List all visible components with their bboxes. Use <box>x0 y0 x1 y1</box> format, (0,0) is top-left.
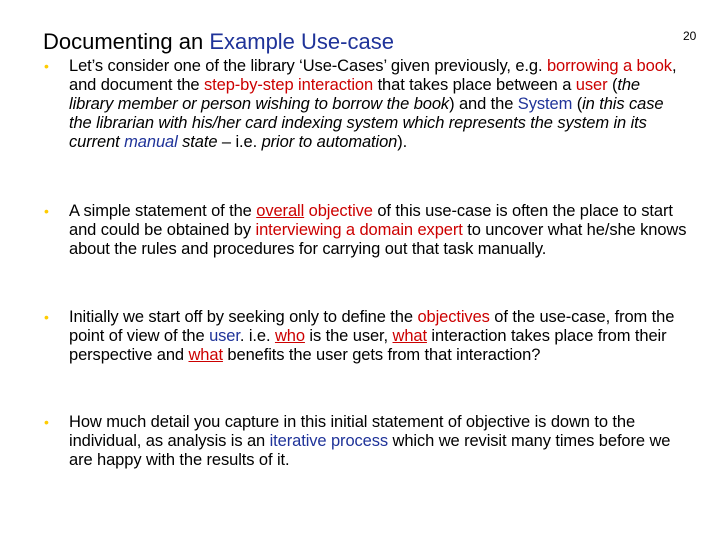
text-run: ) and the <box>449 95 518 113</box>
bullet-text <box>69 308 687 365</box>
text-run: Initially we start off by seeking only to define the <box>69 308 418 326</box>
highlight-who: who <box>274 327 305 345</box>
text-run: A simple statement of the <box>69 202 257 220</box>
highlight-objectives: objectives <box>417 308 490 326</box>
highlight-objective: objective <box>308 202 373 220</box>
text-run: ( <box>572 95 583 113</box>
bullet-dot-icon: • <box>44 309 49 325</box>
text-run: ). <box>397 133 408 151</box>
highlight-what: what <box>188 346 223 364</box>
bullet-dot-icon: • <box>44 203 49 219</box>
text-run: is the user, <box>304 327 393 345</box>
highlight-overall: overall <box>256 202 305 220</box>
bullet-text <box>69 202 687 259</box>
text-run: . i.e. <box>239 327 275 345</box>
italic-run: the library member or person wishing to borrow the book <box>69 76 640 113</box>
text-run: which we revisit many times before we are happy with the results of it. <box>69 432 671 469</box>
italic-run: in this case the librarian with his/her card indexing system which represents the system in its current <box>69 95 664 151</box>
highlight-manual: manual <box>124 133 178 151</box>
text-run: of this use-case is often the place to start and could be obtained by <box>69 202 673 239</box>
highlight-step-by-step-interaction: step-by-step interaction <box>203 76 374 94</box>
text-run: that takes place between a <box>373 76 576 94</box>
bullet-dot-icon: • <box>44 58 49 74</box>
text-run: How much detail you capture in this initial statement of objective is down to the individual, as analysis is an <box>69 413 636 450</box>
highlight-borrowing-a-book: borrowing a book <box>546 57 672 75</box>
text-run: to uncover what he/she knows about the rules and procedures for carrying out that task manually. <box>69 221 687 258</box>
text-run: ( <box>607 76 618 94</box>
text-run: , and document the <box>69 57 677 94</box>
highlight-system: System <box>517 95 573 113</box>
italic-run: state <box>177 133 218 151</box>
highlight-user: user <box>575 76 608 94</box>
highlight-iterative-process: iterative process <box>269 432 389 450</box>
text-run: – i.e. <box>217 133 262 151</box>
slide-title <box>43 28 394 56</box>
highlight-interviewing-domain-expert: interviewing a domain expert <box>255 221 463 239</box>
highlight-what: what <box>392 327 427 345</box>
bullet-text <box>69 57 687 152</box>
bullet-dot-icon: • <box>44 414 49 430</box>
title-accent: Example Use-case <box>209 29 394 54</box>
text-run: of the use-case, from the point of view of the <box>69 308 675 345</box>
bullet-text <box>69 413 687 470</box>
page-number: 20 <box>683 29 697 43</box>
text-run: benefits the user gets from that interaction? <box>222 346 541 364</box>
highlight-user: user <box>209 327 240 345</box>
italic-run: prior to automation <box>261 133 398 151</box>
text-run: Let’s consider one of the library ‘Use-Cases’ given previously, e.g. <box>69 57 547 75</box>
title-text: Documenting an <box>43 29 210 54</box>
text-run: interaction takes place from their perspective and <box>69 327 667 364</box>
